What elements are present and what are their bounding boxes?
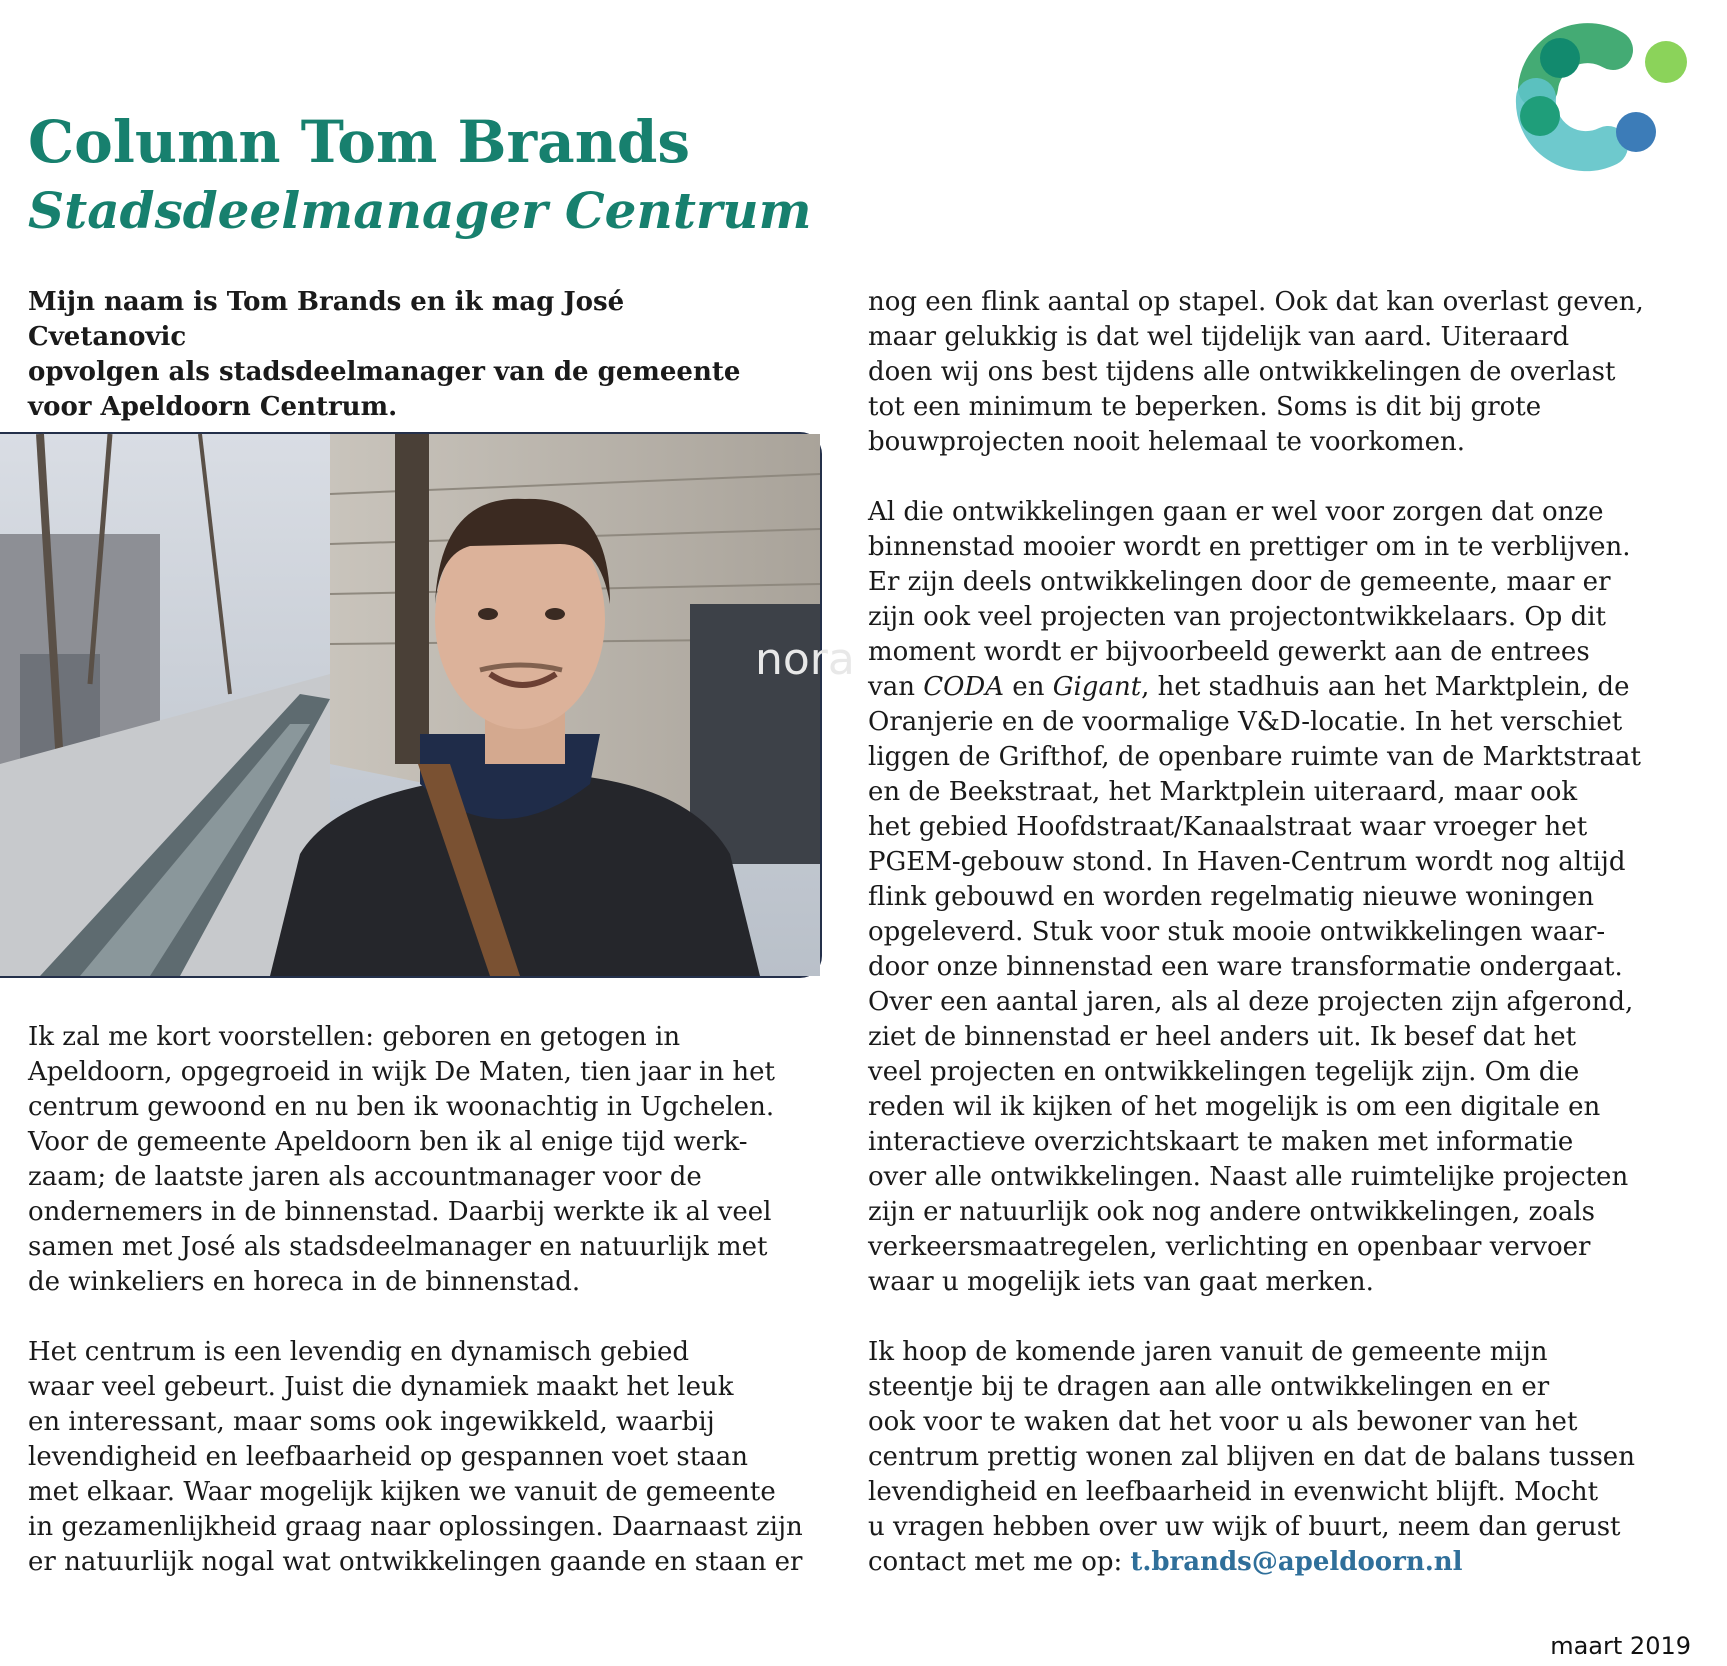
gigant-name: Gigant [1052, 672, 1142, 702]
portrait-photo [0, 432, 855, 978]
text-segment: en [1004, 672, 1053, 702]
text-segment: Al die ontwikkelingen gaan er wel voor zorgen dat onze binnenstad mooier wordt en prettiger om in te verblijven. Er zijn deels ontwikkelingen door de gemeente, maar er zijn ook veel projecten van projectontwikkelaars. Op dit moment wordt er bijvoorbeeld gewerkt aan de entrees van [868, 497, 1631, 702]
logo-icon [1498, 28, 1698, 168]
lead-paragraph [28, 285, 788, 425]
email-link[interactable]: t.brands@apeldoorn.nl [1130, 1547, 1463, 1577]
lead-text: Mijn naam is Tom Brands en ik mag José Cvetanovic opvolgen als stadsdeelmanager van de gemeente voor Apeldoorn Centrum. [28, 287, 741, 422]
paragraph-intro: Ik zal me kort voorstellen: geboren en getogen in Apeldoorn, opgegroeid in wijk De Maten, tien jaar in het centrum gewoond en nu ben ik woonachtig in Ugchelen. Voor de gemeente Apeldoorn ben ik al enige tijd werk- zaam; de laatste jaren als accountmanager voor de ondernemers in de binnenstad. Daarbij werkte ik al veel samen met José als stadsdeelmanager en natuurlijk met de winkeliers en horeca in de binnenstad. [28, 1022, 775, 1297]
page-title: Column Tom Brands [28, 108, 691, 176]
paragraph-centrum: Het centrum is een levendig en dynamisch gebied waar veel gebeurt. Juist die dynamiek maakt het leuk en interessant, maar soms ook ingewikkeld, waarbij levendigheid en leefbaarheid op gespannen voet staan met elkaar. Waar mogelijk kijken we vanuit de gemeente in gezamenlijkheid graag naar oplossingen. Daarnaast zijn er natuurlijk nogal wat ontwikkelingen gaande en staan er [28, 1337, 803, 1577]
publication-date: maart 2019 [1550, 1632, 1691, 1660]
paragraph-contact [868, 1335, 1698, 1580]
contact-text: Ik hoop de komende jaren vanuit de gemeente mijn steentje bij te dragen aan alle ontwikkelingen en er ook voor te waken dat het voor u als bewoner van het centrum prettig wonen zal blijven en dat de balans tussen levendigheid en leefbaarheid in evenwicht blijft. Mocht u vragen hebben over uw wijk of buurt, neem dan gerust contact met me op: [868, 1337, 1635, 1577]
left-column [28, 1020, 803, 1580]
paragraph-overlast: nog een flink aantal op stapel. Ook dat kan overlast geven, maar gelukkig is dat wel tijdelijk van aard. Uiteraard doen wij ons best tijdens alle ontwikkelingen de overlast tot een minimum te beperken. Soms is dit bij grote bouwprojecten nooit helemaal te voorkomen. [868, 287, 1644, 457]
right-column [868, 285, 1698, 1580]
page-subtitle: Stadsdeelmanager Centrum [28, 181, 812, 240]
paragraph-ontwikkelingen [868, 495, 1698, 1300]
shop-sign: nora [755, 634, 855, 685]
text-segment: , het stadhuis aan het Marktplein, de Oranjerie en de voormalige V&D-locatie. In het verschiet liggen de Grifthof, de openbare ruimte van de Marktstraat en de Beekstraat, het Marktplein uiteraard, maar ook het gebied Hoofdstraat/Kanaalstraat waar vroeger het PGEM-gebouw stond. In Haven-Centrum wordt nog altijd flink gebouwd en worden regelmatig nieuwe woningen opgeleverd. Stuk voor stuk mooie ontwikkelingen waar- door onze binnenstad een ware transformatie ondergaat. Over een aantal jaren, als al deze projecten zijn afgerond, ziet de binnenstad er heel anders uit. Ik besef dat het veel projecten en ontwikkelingen tegelijk zijn. Om die reden wil ik kijken of het mogelijk is om een digitale en interactieve overzichtskaart te maken met informatie over alle ontwikkelingen. Naast alle ruimtelijke projecten zijn er natuurlijk ook nog andere ontwikkelingen, zoals verkeersmaatregelen, verlichting en openbaar vervoer waar u mogelijk iets van gaat merken. [868, 672, 1641, 1297]
coda-name: CODA [923, 672, 1005, 702]
